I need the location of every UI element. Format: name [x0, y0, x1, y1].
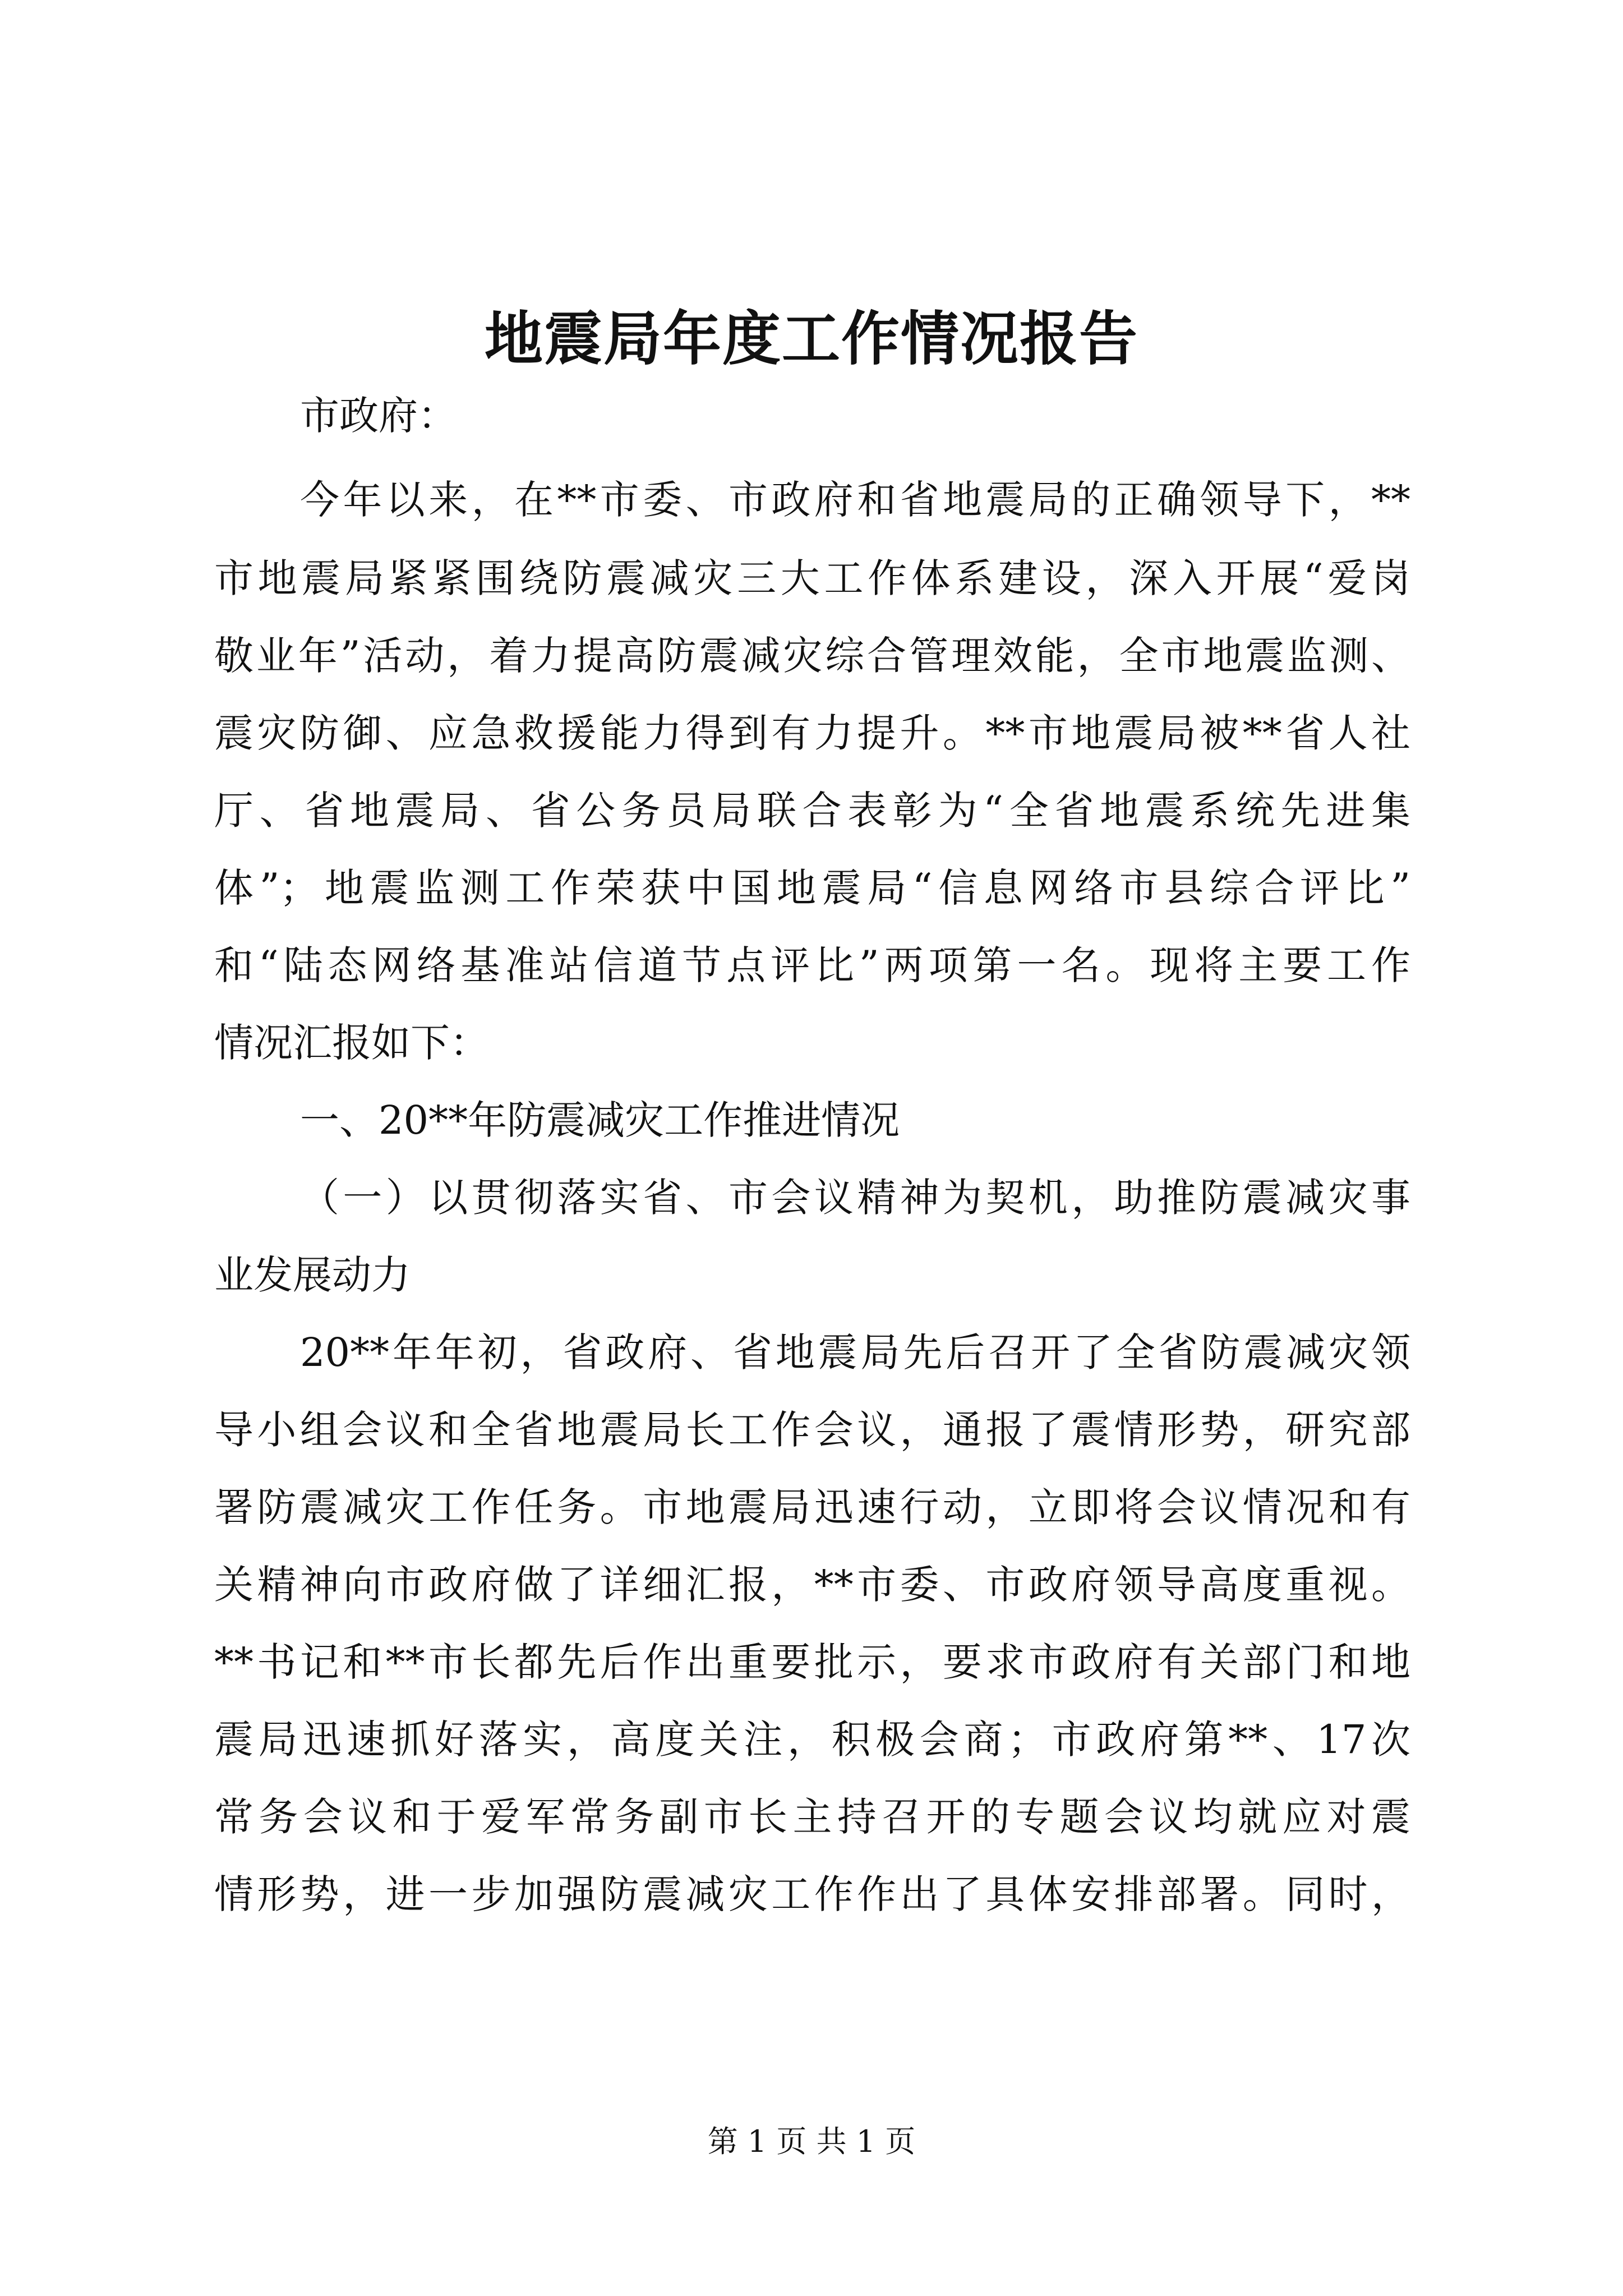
- body-line: 导小组会议和全省地震局长工作会议，通报了震情形势，研究部: [214, 1407, 1410, 1453]
- body-line: 震局迅速抓好落实，高度关注，积极会商；市政府第**、17次: [214, 1717, 1410, 1763]
- body-line: 署防震减灾工作任务。市地震局迅速行动，立即将会议情况和有: [214, 1484, 1410, 1530]
- body-line: 情况汇报如下：: [214, 1020, 489, 1066]
- body-line: 关精神向市政府做了详细汇报，**市委、市政府领导高度重视。: [214, 1562, 1410, 1608]
- body-line: 今年以来，在**市委、市政府和省地震局的正确领导下，**: [300, 477, 1410, 523]
- section-heading: 一、20**年防震减灾工作推进情况: [300, 1097, 900, 1143]
- subsection-heading: （一）以贯彻落实省、市会议精神为契机，助推防震减灾事: [300, 1175, 1410, 1221]
- body-line: 敬业年”活动，着力提高防震减灾综合管理效能，全市地震监测、: [214, 633, 1410, 679]
- document-title: 地震局年度工作情况报告: [484, 304, 1138, 373]
- page-footer: 第 1 页 共 1 页: [707, 2124, 916, 2159]
- body-line: 市地震局紧紧围绕防震减灾三大工作体系建设，深入开展“爱岗: [214, 555, 1410, 601]
- body-line: 厅、省地震局、省公务员局联合表彰为“全省地震系统先进集: [214, 788, 1410, 834]
- body-line: 20**年年初，省政府、省地震局先后召开了全省防震减灾领: [300, 1329, 1410, 1375]
- body-line: 震灾防御、应急救援能力得到有力提升。**市地震局被**省人社: [214, 710, 1410, 756]
- subsection-heading: 业发展动力: [214, 1252, 411, 1298]
- body-line: **书记和**市长都先后作出重要批示，要求市政府有关部门和地: [214, 1639, 1410, 1685]
- body-line: 常务会议和于爱军常务副市长主持召开的专题会议均就应对震: [214, 1794, 1410, 1840]
- salutation: 市政府：: [300, 393, 457, 439]
- body-line: 和“陆态网络基准站信道节点评比”两项第一名。现将主要工作: [214, 942, 1410, 988]
- body-line: 体”；地震监测工作荣获中国地震局“信息网络市县综合评比”: [214, 865, 1410, 911]
- body-line: 情形势，进一步加强防震减灾工作作出了具体安排部署。同时，: [214, 1871, 1410, 1917]
